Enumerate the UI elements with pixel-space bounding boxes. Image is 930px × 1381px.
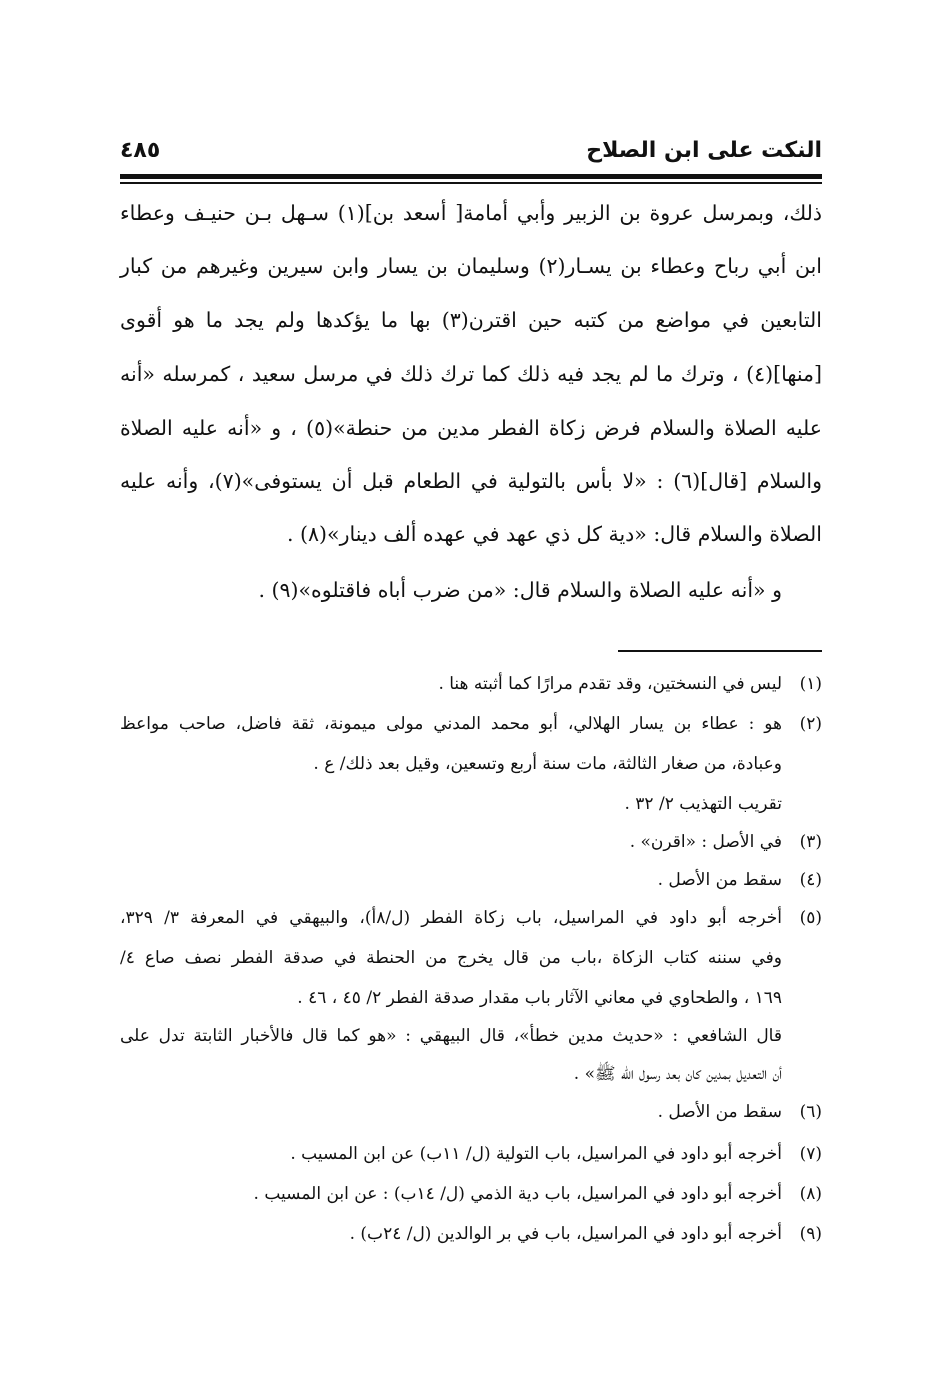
footnote	[120, 904, 822, 932]
footnote	[120, 1098, 822, 1126]
footnote	[120, 670, 822, 698]
footnote-number: (٦)	[799, 1102, 822, 1122]
footnote-number: (٩)	[799, 1224, 822, 1244]
footnote-text: في الأصل : «اقرن» .	[629, 832, 782, 852]
footnote	[120, 1140, 822, 1168]
footnote-number: (٢)	[799, 714, 822, 734]
footnote	[120, 866, 822, 894]
footnote-text: أخرجه أبو داود في المراسيل، باب دية الذمي (ل/ ١٤ب) : عن ابن المسيب .	[253, 1184, 782, 1204]
header-rule-thick	[120, 174, 822, 179]
footnote-continuation: وفي سننه كتاب الزكاة ،باب من قال يخرج من الحنطة في صدقة الفطر نصف صاع ٤/	[120, 948, 782, 968]
body-line: ذلك، وبمرسل عروة بن الزبير وأبي أمامة[ أسعد بن](١) سـهل بـن حنيـف وعطاء	[120, 201, 822, 225]
body-line: [منها](٤) ، وترك ما لم يجد فيه ذلك كما ترك ذلك في مرسل سعيد ، كمرسله «أنه	[120, 362, 822, 386]
footnote	[120, 1180, 822, 1208]
footnote-continuation: ١٦٩ ، والطحاوي في معاني الآثار باب مقدار صدقة الفطر ٢/ ٤٥ ، ٤٦ .	[297, 988, 782, 1008]
footnote-number: (٤)	[799, 870, 822, 890]
footnote-text: هو : عطاء بن يسار الهلالي، أبو محمد المدني مولى ميمونة، ثقة فاضل، صاحب مواعظ	[120, 714, 782, 734]
page-number: ٤٨٥	[120, 138, 161, 163]
footnote-continuation: تقريب التهذيب ٢/ ٣٢ .	[624, 794, 782, 814]
body-line: التابعين في مواضع من كتبه حين اقترن(٣) بها ما يؤكدها ولم يجد ما هو أقوى	[120, 308, 822, 332]
body-line: الصلاة والسلام قال: «دية كل ذي عهد في عهده ألف دينار»(٨) .	[286, 522, 822, 546]
footnote	[120, 1220, 822, 1248]
footnote-text: سقط من الأصل .	[657, 870, 782, 890]
body-line: و «أنه عليه الصلاة والسلام قال: «من ضرب أباه فاقتلوه»(٩) .	[258, 578, 782, 602]
footnote-number: (١)	[799, 674, 822, 694]
body-line: والسلام [قال](٦) : «لا بأس بالتولية في الطعام قبل أن يستوفى»(٧)، وأنه عليه	[120, 469, 822, 493]
footnote-continuation: وعبادة، من صغار الثالثة، مات سنة أربع وتسعين، وقيل بعد ذلك/ ع .	[313, 754, 782, 774]
footnote-text: أخرجه أبو داود في المراسيل، باب في بر الوالدين (ل/ ٢٤ب) .	[349, 1224, 782, 1244]
footnote-text: سقط من الأصل .	[657, 1102, 782, 1122]
body-line: عليه الصلاة والسلام فرض زكاة الفطر مدين من حنطة»(٥) ، و «أنه عليه الصلاة	[120, 416, 822, 440]
body-line: ابن أبي رباح وعطاء بن يسـار(٢) وسليمان بن يسار وابن سيرين وغيرهم من كبار	[120, 254, 822, 278]
footnote-number: (٣)	[799, 832, 822, 852]
footnote-continuation: قال الشافعي : «حديث مدين خطأ»، قال البيهقي : «هو كما قال فالأخبار الثابتة تدل على	[120, 1026, 782, 1046]
footnote	[120, 710, 822, 738]
header-title: النكت على ابن الصلاح	[586, 138, 822, 163]
footnote-text: ليس في النسختين، وقد تقدم مرارًا كما أثبته هنا .	[438, 674, 782, 694]
header-rule-thin	[120, 182, 822, 184]
footnote	[120, 828, 822, 856]
footnote-text: أخرجه أبو داود في المراسيل، باب التولية (ل/ ١١ب) عن ابن المسيب .	[290, 1144, 782, 1164]
footnote-number: (٧)	[799, 1144, 822, 1164]
footnote-separator	[618, 650, 822, 652]
footnote-continuation: أن التعديل بمدين كان بعد رسول الله ﷺ» .	[573, 1064, 782, 1084]
footnote-number: (٥)	[799, 908, 822, 928]
running-header	[120, 138, 822, 172]
footnote-number: (٨)	[799, 1184, 822, 1204]
footnote-text: أخرجه أبو داود في المراسيل، باب زكاة الفطر (ل/٨أ)، والبيهقي في المعرفة ٣/ ٣٢٩،	[120, 908, 782, 928]
